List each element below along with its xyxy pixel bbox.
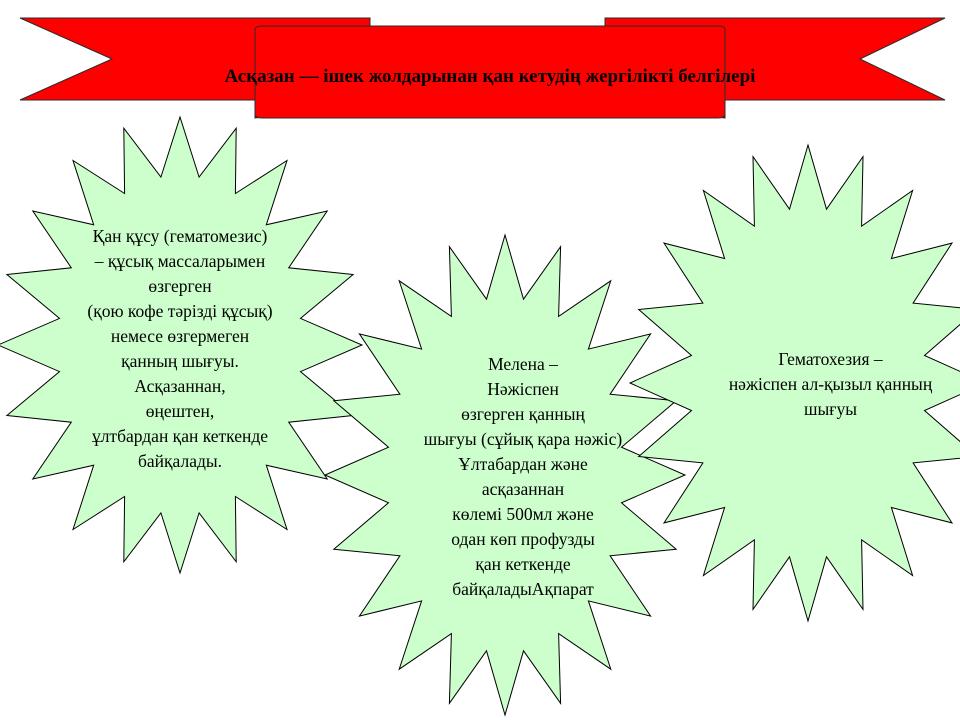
star-text-line: шығуы (сұйық қара нәжіс) <box>423 429 623 449</box>
star-text-line: Асқазаннан, <box>134 376 226 396</box>
star-text-line: өзгерген қанның <box>461 404 585 424</box>
star-text-line: қанның шығуы. <box>121 351 239 371</box>
star-text-line: көлемі 500мл және <box>452 504 594 524</box>
star-text-line: Ұлтабардан және <box>458 454 588 474</box>
star-text-line: шығуы <box>804 399 857 419</box>
star-text-line: немесе өзгермеген <box>110 326 250 346</box>
star-text-line: ұлтбардан қан кеткенде <box>91 426 269 446</box>
hematemesis-text <box>50 224 310 474</box>
star-text-line: өңештен, <box>145 401 215 421</box>
star-text-line: (қою кофе тәрізді құсық) <box>87 301 273 321</box>
slide-title: Асқазан — ішек жолдарынан қан кетудің жергілікті белгілері <box>224 66 756 87</box>
star-text-line: асқазаннан <box>481 479 565 499</box>
star-text-line: нәжіспен ал-қызыл қанның <box>728 374 933 394</box>
star-text-line: Гематохезия – <box>778 349 883 369</box>
star-text-line: – құсық массаларымен <box>94 251 266 271</box>
star-text-line: Нәжіспен <box>487 379 559 399</box>
melena-text <box>388 352 658 602</box>
star-text-line: Мелена – <box>488 354 558 374</box>
star-text-line: өзгерген <box>148 276 212 296</box>
star-text-line: одан көп профузды <box>451 529 595 549</box>
star-text-line: қан кеткенде <box>475 554 571 574</box>
star-text-line: байқаладыАқпарат <box>452 579 594 599</box>
hematochezia-text <box>693 347 960 422</box>
star-text-line: Қан құсу (гематомезис) <box>92 226 268 246</box>
star-text-line: байқалады. <box>138 451 222 471</box>
